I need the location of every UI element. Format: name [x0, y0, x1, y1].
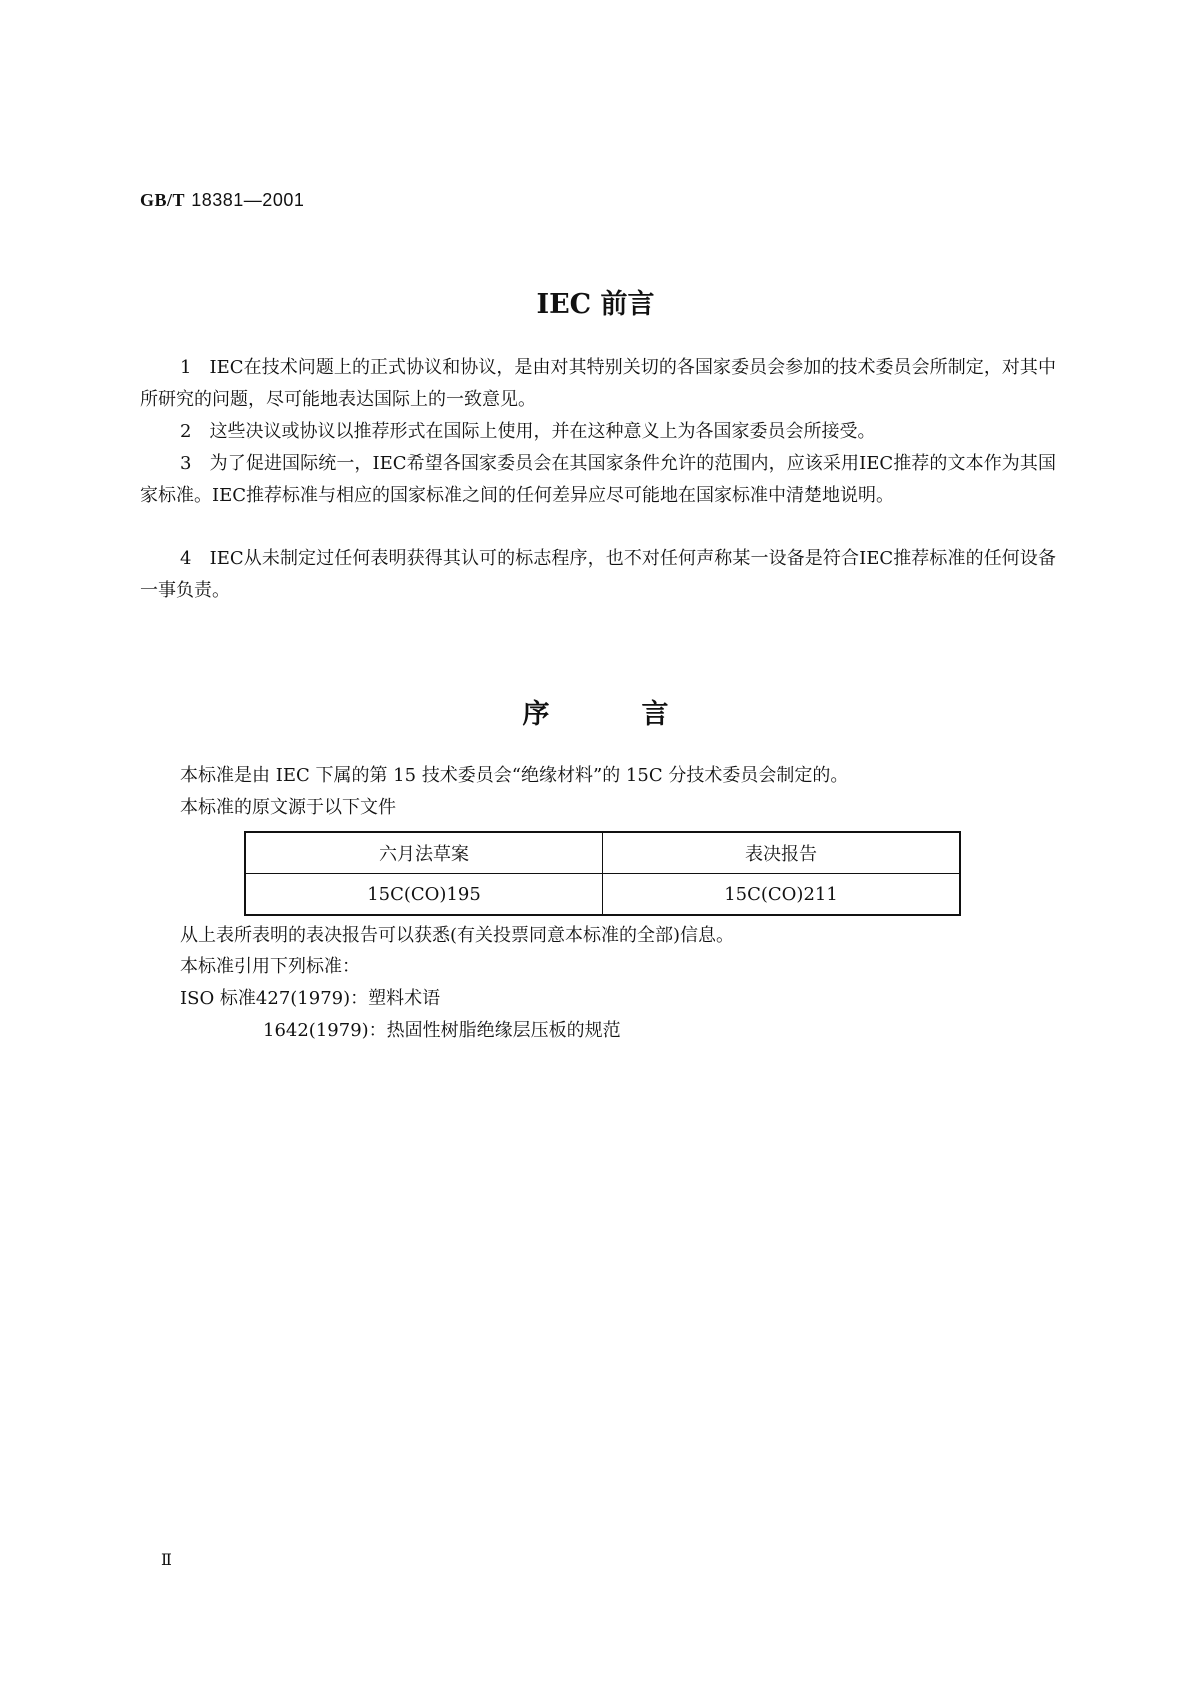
iec-foreword-paragraph-3: 3 为了促进国际统一，IEC希望各国家委员会在其国家条件允许的范围内，应该采用IEC推荐的文本作为其国家标准。IEC推荐标准与相应的国家标准之间的任何差异应尽可能地在国家标准中清楚地说明。 — [140, 453, 1056, 506]
source-documents-table — [244, 831, 961, 916]
preface-line-4: 本标准引用下列标准： — [180, 956, 360, 977]
iec-foreword-paragraph-1: 1 IEC在技术问题上的正式协议和协议，是由对其特别关切的各国家委员会参加的技术委员会所制定，对其中所研究的问题，尽可能地表达国际上的一致意见。 — [140, 357, 1056, 410]
reference-1: ISO 标准427(1979)：塑料术语 — [180, 988, 441, 1009]
reference-2: 1642(1979)：热固性树脂绝缘层压板的规范 — [263, 1020, 621, 1041]
iec-foreword-title: IEC 前言 — [536, 289, 655, 320]
table-header-cell: 表决报告 — [603, 832, 961, 874]
table-row — [245, 874, 960, 916]
standard-number: 18381—2001 — [191, 190, 305, 210]
standard-code — [140, 190, 304, 211]
table-cell: 15C(CO)195 — [245, 874, 603, 916]
table-header-row — [245, 832, 960, 874]
preface-line-3: 从上表所表明的表决报告可以获悉(有关投票同意本标准的全部)信息。 — [180, 925, 735, 946]
table-cell: 15C(CO)211 — [603, 874, 961, 916]
iec-foreword-paragraph-2: 2 这些决议或协议以推荐形式在国际上使用，并在这种意义上为各国家委员会所接受。 — [180, 421, 876, 442]
iec-foreword-paragraph-4: 4 IEC从未制定过任何表明获得其认可的标志程序，也不对任何声称某一设备是符合IEC推荐标准的任何设备一事负责。 — [140, 548, 1056, 601]
preface-line-1: 本标准是由 IEC 下属的第 15 技术委员会“绝缘材料”的 15C 分技术委员会制定的。 — [180, 765, 849, 786]
preface-title: 序言 — [522, 699, 761, 730]
table-header-cell: 六月法草案 — [245, 832, 603, 874]
preface-line-2: 本标准的原文源于以下文件 — [180, 797, 396, 818]
standard-prefix: GB/T — [140, 190, 186, 210]
page-number: Ⅱ — [161, 1550, 172, 1569]
